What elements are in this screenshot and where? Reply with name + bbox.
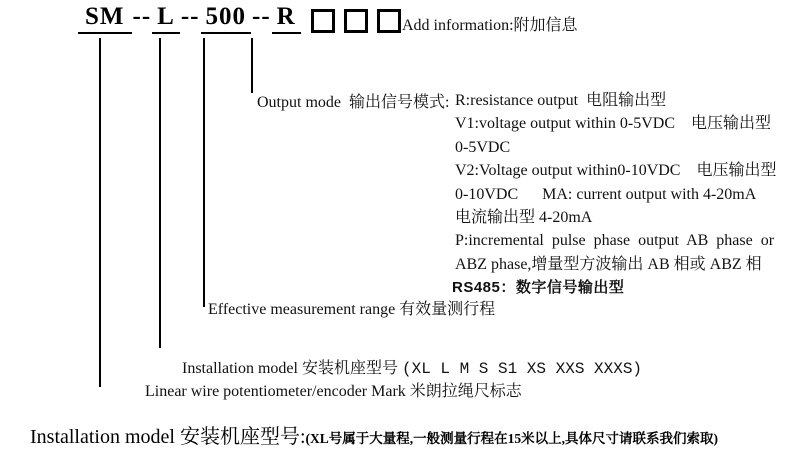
footer-installation-model-note: (XL号属于大量程,一般测量行程在15米以上,具体尺寸请联系我们索取) xyxy=(305,431,719,446)
model-code-separator: -- xyxy=(252,3,271,30)
model-code-output: R xyxy=(272,3,301,34)
model-code xyxy=(78,3,301,34)
model-code-separator: -- xyxy=(180,3,200,30)
output-mode-option-v1-cont: 0-5VDC xyxy=(455,138,511,156)
connector-line-measurement-range xyxy=(203,38,205,307)
placeholder-box-icon xyxy=(377,9,401,33)
connector-line-output-mode xyxy=(251,38,253,93)
connector-line-brand-mark xyxy=(99,38,101,387)
brand-mark-label: Linear wire potentiometer/encoder Mark 米朗拉绳尺标志 xyxy=(145,383,522,400)
output-mode-option-v2: V2:Voltage output within0-10VDC 电压输出型 xyxy=(455,162,777,180)
output-mode-option-p-cont: ABZ phase,增量型方波输出 AB 相或 ABZ 相 xyxy=(455,255,762,273)
output-mode-option-v1: V1:voltage output within 0-5VDC 电压输出型 xyxy=(455,115,771,133)
model-code-separator: -- xyxy=(132,3,152,30)
effective-range-label: Effective measurement range 有效量测行程 xyxy=(208,301,496,318)
footer-note xyxy=(30,420,718,449)
output-mode-option-ma: 0-10VDC MA: current output with 4-20mA xyxy=(455,185,757,203)
model-code-range: 500 xyxy=(201,3,252,34)
output-mode-option-rs485: RS485：数字信号输出型 xyxy=(452,279,625,297)
installation-model-options: (XL L M S S1 XS XXS XXXS) xyxy=(401,360,643,378)
model-code-installation: L xyxy=(152,3,180,34)
placeholder-box-icon xyxy=(311,9,335,33)
placeholder-box-icon xyxy=(344,9,368,33)
output-mode-label: Output mode 输出信号模式: xyxy=(257,94,450,111)
connector-line-installation-model xyxy=(159,38,161,348)
model-code-series: SM xyxy=(78,3,132,34)
output-mode-option-p: P:incremental pulse phase output AB phase or xyxy=(455,232,775,250)
footer-installation-model-label: Installation model 安装机座型号: xyxy=(30,426,306,448)
placeholder-boxes xyxy=(311,9,406,33)
output-mode-option-r: R:resistance output 电阻输出型 xyxy=(455,92,667,109)
output-mode-option-ma-cont: 电流输出型 4-20mA xyxy=(455,208,593,226)
output-mode-options xyxy=(452,89,777,300)
installation-model-text: Installation model 安装机座型号 xyxy=(182,360,402,377)
add-information-label: Add information:附加信息 xyxy=(402,17,578,34)
